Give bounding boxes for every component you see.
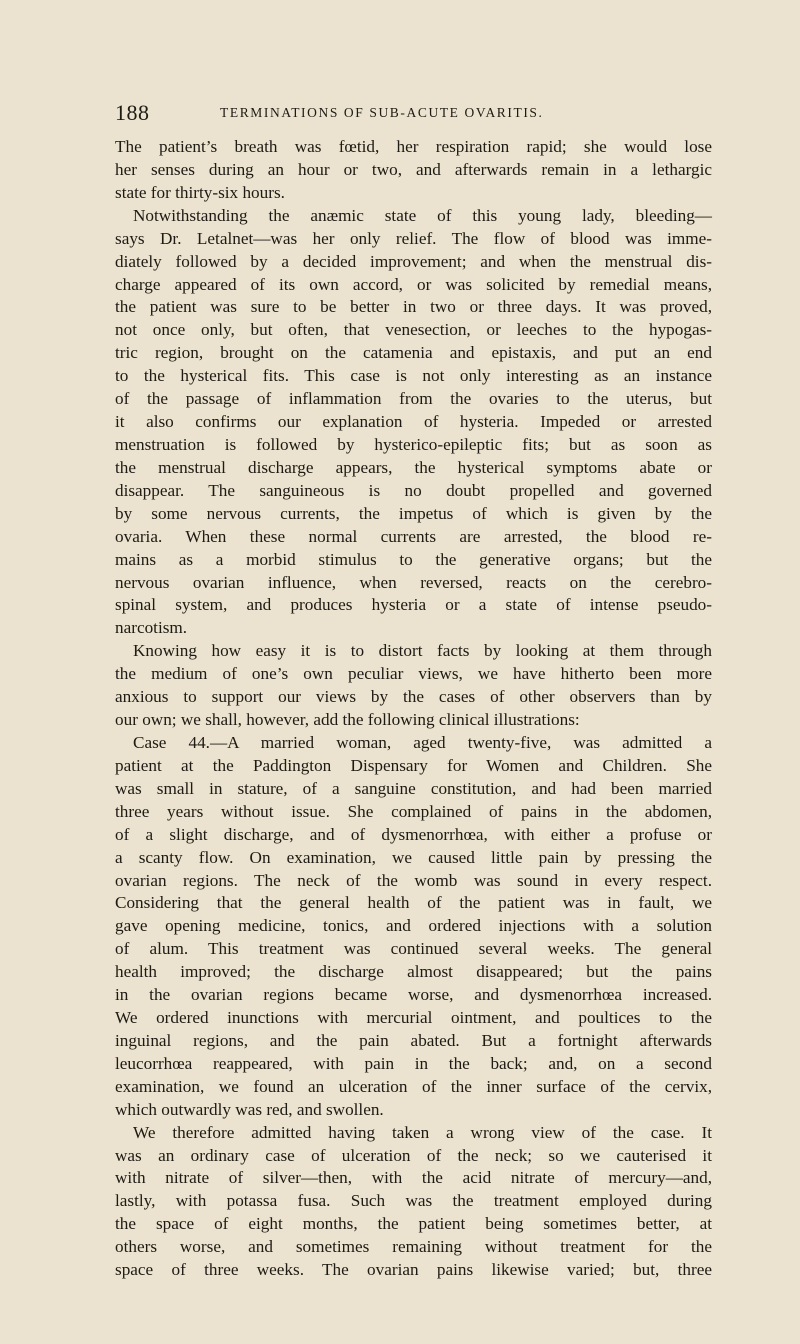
- text-line: our own; we shall, however, add the following clinical illustrations:: [115, 710, 580, 730]
- paragraph: [115, 136, 712, 205]
- text-line: leucorrhœa reappeared, with pain in the back; and, on a second: [115, 1053, 712, 1073]
- text-line: ovaria. When these normal currents are arrested, the blood re-: [115, 526, 712, 546]
- text-line: tric region, brought on the catamenia and epistaxis, and put an end: [115, 343, 712, 363]
- text-line: the space of eight months, the patient being sometimes better, at: [115, 1214, 712, 1234]
- text-line: We therefore admitted having taken a wrong view of the case. It: [133, 1122, 712, 1142]
- paragraph: [115, 205, 712, 641]
- text-line: it also confirms our explanation of hysteria. Impeded or arrested: [115, 412, 712, 432]
- text-line: space of three weeks. The ovarian pains likewise varied; but, three: [115, 1260, 712, 1280]
- running-title: TERMINATIONS OF SUB-ACUTE OVARITIS.: [220, 105, 544, 120]
- text-line: mains as a morbid stimulus to the generative organs; but the: [115, 549, 712, 569]
- text-line: inguinal regions, and the pain abated. But a fortnight afterwards: [115, 1030, 712, 1050]
- paragraph: [115, 640, 712, 732]
- text-line: Knowing how easy it is to distort facts by looking at them through: [133, 641, 712, 661]
- text-line: in the ovarian regions became worse, and dysmenorrhœa increased.: [115, 985, 712, 1005]
- text-line: with nitrate of silver—then, with the acid nitrate of mercury—and,: [115, 1168, 712, 1188]
- text-line: diately followed by a decided improvement; and when the menstrual dis-: [115, 251, 712, 271]
- text-line: gave opening medicine, tonics, and ordered injections with a solution: [115, 916, 712, 936]
- text-line: says Dr. Letalnet—was her only relief. The flow of blood was imme-: [115, 228, 712, 248]
- page-number: 188: [115, 100, 150, 125]
- page-header: [115, 100, 710, 126]
- text-line: by some nervous currents, the impetus of which is given by the: [115, 503, 712, 523]
- text-line: patient at the Paddington Dispensary for Women and Children. She: [115, 755, 712, 775]
- text-line: was an ordinary case of ulceration of the neck; so we cauterised it: [115, 1145, 712, 1165]
- text-line: was small in stature, of a sanguine constitution, and had been married: [115, 778, 712, 798]
- text-line: the patient was sure to be better in two or three days. It was proved,: [115, 297, 712, 317]
- text-line: to the hysterical fits. This case is not only interesting as an instance: [115, 366, 712, 386]
- text-line: a scanty flow. On examination, we caused little pain by pressing the: [115, 847, 712, 867]
- paragraph: [115, 1122, 712, 1282]
- text-line: ovarian regions. The neck of the womb was sound in every respect.: [115, 870, 712, 890]
- text-line: Notwithstanding the anæmic state of this young lady, bleeding—: [133, 205, 712, 225]
- text-line: of alum. This treatment was continued several weeks. The general: [115, 939, 712, 959]
- text-line: disappear. The sanguineous is no doubt propelled and governed: [115, 480, 712, 500]
- text-line: not once only, but often, that venesection, or leeches to the hypogas-: [115, 320, 712, 340]
- text-line: narcotism.: [115, 618, 188, 638]
- text-line: health improved; the discharge almost disappeared; but the pains: [115, 962, 712, 982]
- text-line: the menstrual discharge appears, the hysterical symptoms abate or: [115, 457, 712, 477]
- text-line: examination, we found an ulceration of the inner surface of the cervix,: [115, 1076, 712, 1096]
- text-line: anxious to support our views by the cases of other observers than by: [115, 687, 712, 707]
- text-line: Considering that the general health of the patient was in fault, we: [115, 893, 712, 913]
- text-line: Case 44.—A married woman, aged twenty-five, was admitted a: [133, 732, 712, 752]
- body-text: [115, 136, 712, 1282]
- text-line: charge appeared of its own accord, or was solicited by remedial means,: [115, 274, 712, 294]
- text-line: spinal system, and produces hysteria or a state of intense pseudo-: [115, 595, 712, 615]
- paragraph: [115, 732, 712, 1122]
- text-line: of a slight discharge, and of dysmenorrhœa, with either a profuse or: [115, 824, 712, 844]
- text-line: menstruation is followed by hysterico-epileptic fits; but as soon as: [115, 434, 712, 454]
- text-line: which outwardly was red, and swollen.: [115, 1099, 384, 1119]
- text-line: nervous ovarian influence, when reversed, reacts on the cerebro-: [115, 572, 712, 592]
- text-line: her senses during an hour or two, and afterwards remain in a lethargic: [115, 159, 712, 179]
- text-line: lastly, with potassa fusa. Such was the treatment employed during: [115, 1191, 712, 1211]
- text-line: We ordered inunctions with mercurial ointment, and poultices to the: [115, 1008, 712, 1028]
- text-line: of the passage of inflammation from the ovaries to the uterus, but: [115, 389, 712, 409]
- text-line: The patient’s breath was fœtid, her respiration rapid; she would lose: [115, 137, 712, 156]
- text-line: three years without issue. She complained of pains in the abdomen,: [115, 801, 712, 821]
- text-line: state for thirty-six hours.: [115, 182, 285, 202]
- text-line: others worse, and sometimes remaining without treatment for the: [115, 1237, 712, 1257]
- text-line: the medium of one’s own peculiar views, we have hitherto been more: [115, 664, 712, 684]
